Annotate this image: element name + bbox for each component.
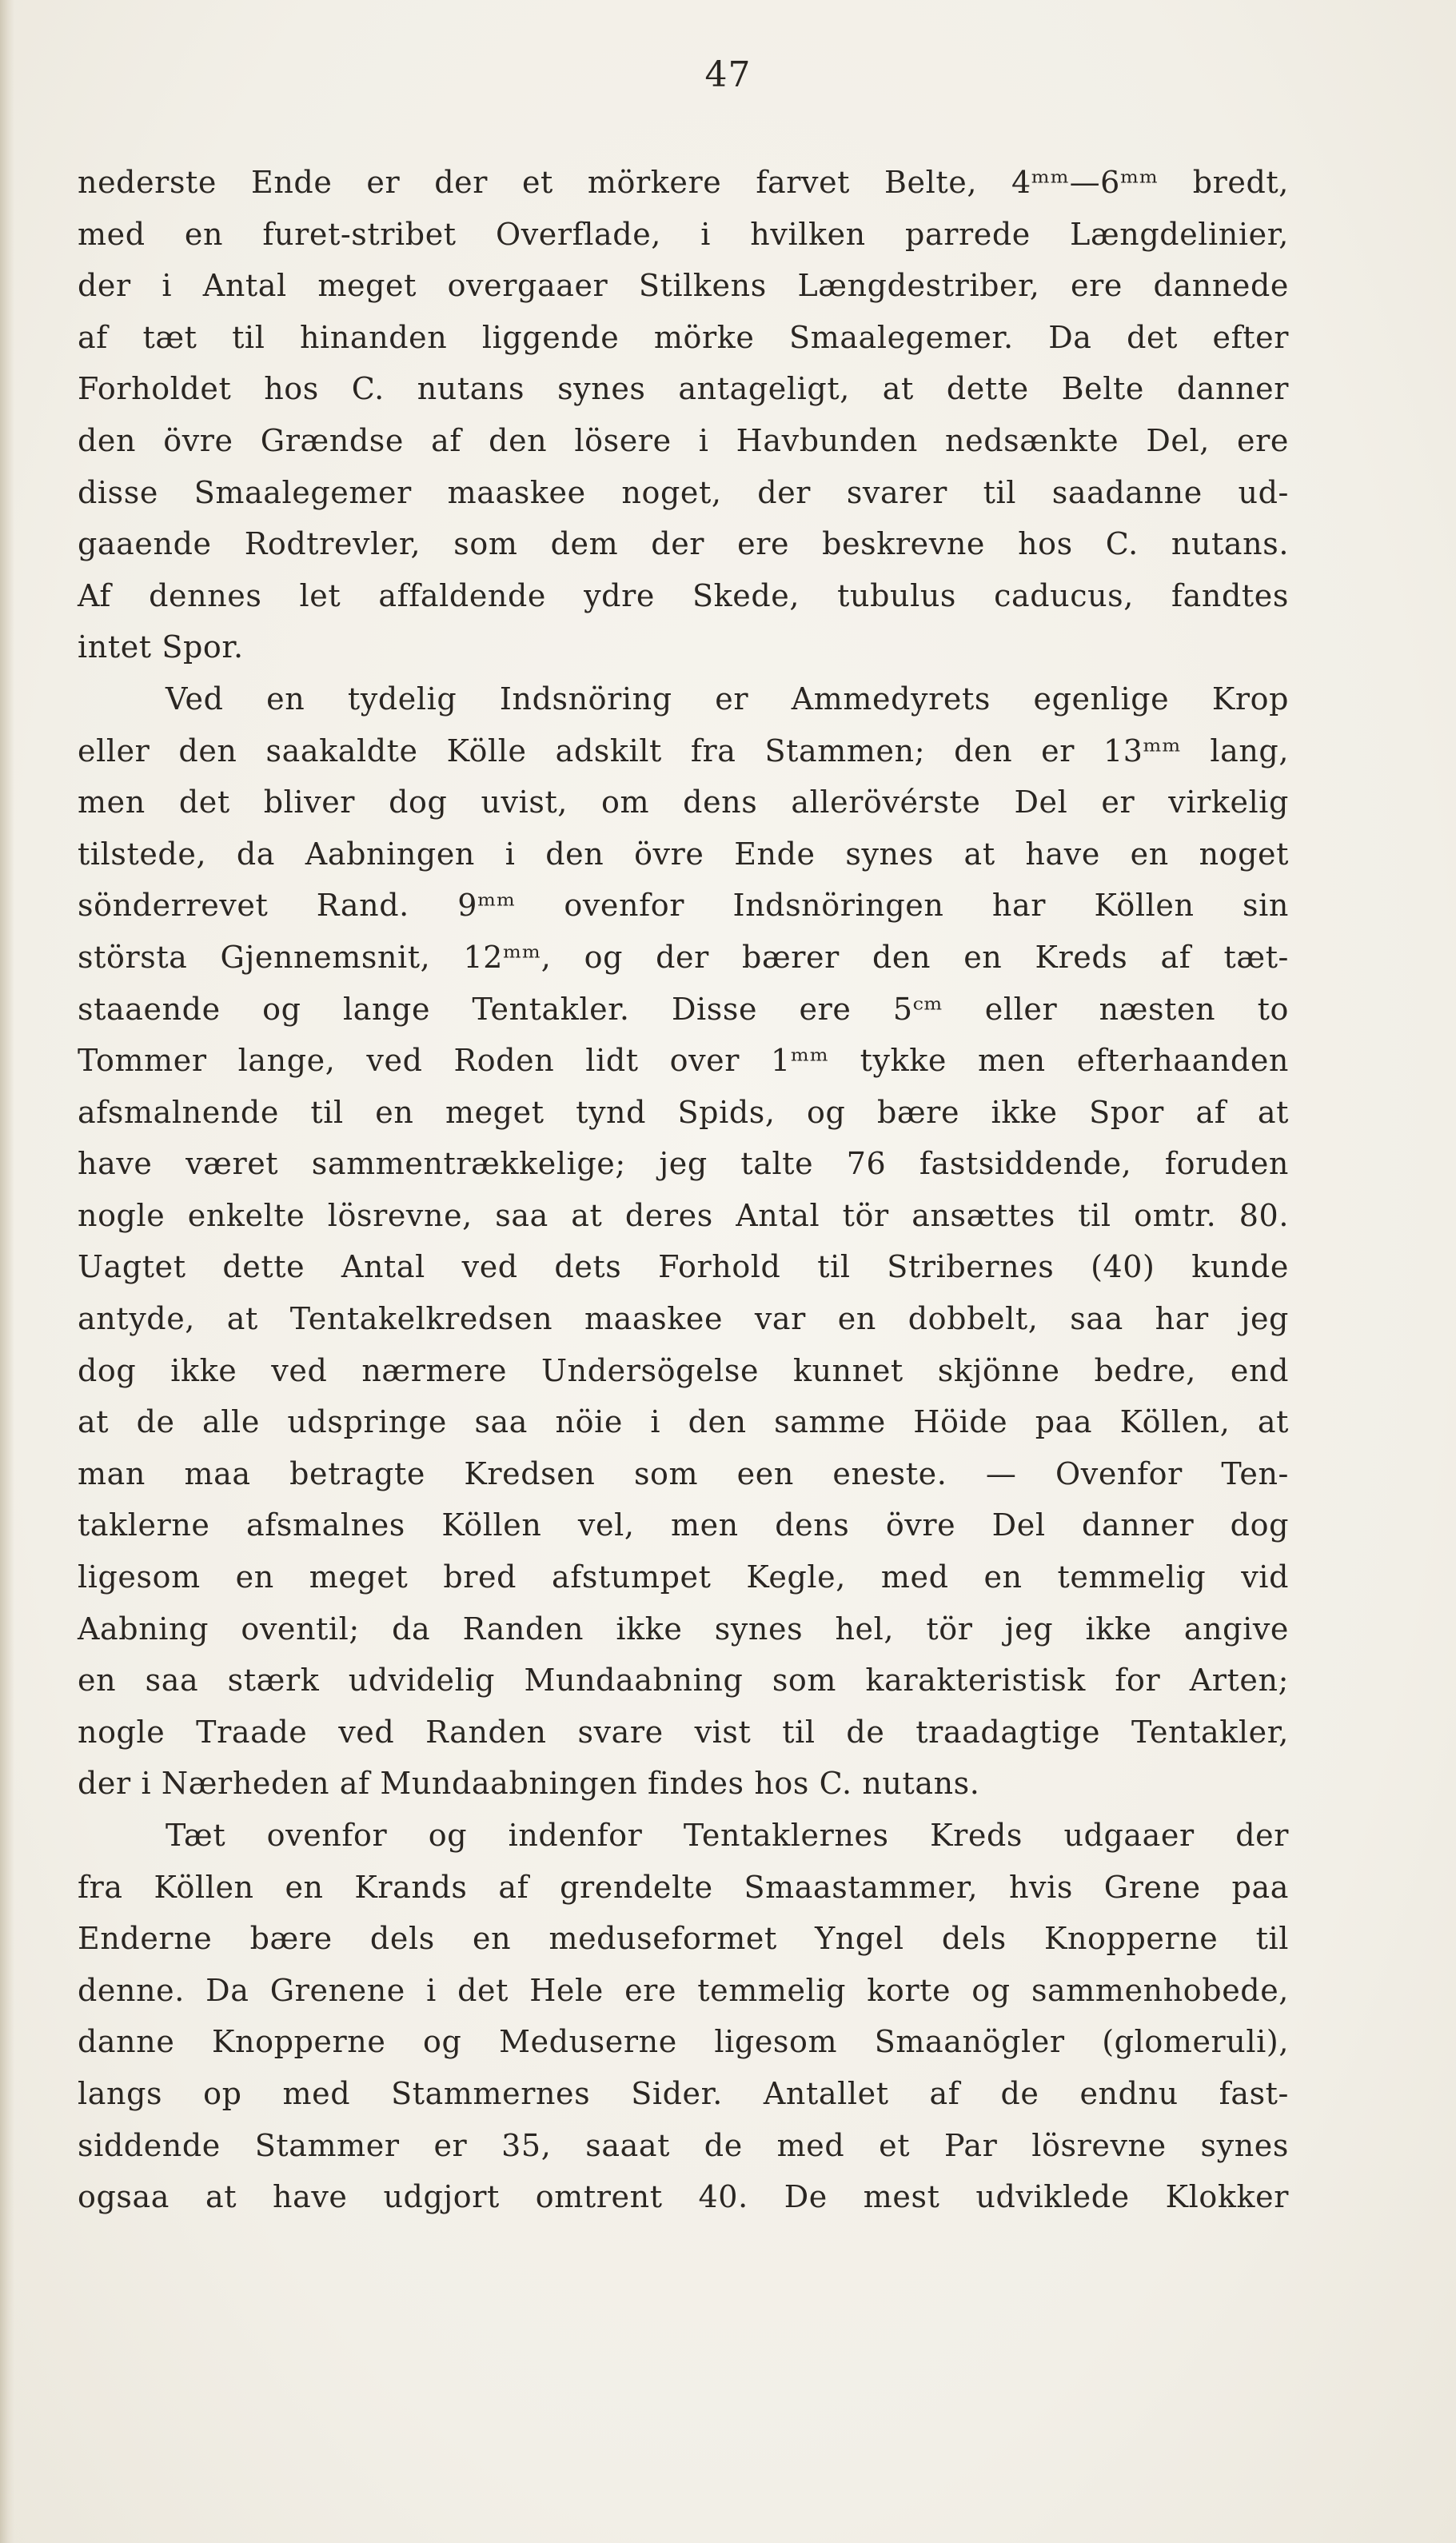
text-line: fra Köllen en Krands af grendelte Smaastammer, hvis Grene paa bbox=[78, 1869, 1289, 1905]
text-line: danne Knopperne og Meduserne ligesom Smaanögler (glomeruli), bbox=[78, 2024, 1289, 2060]
text-line: dog ikke ved nærmere Undersögelse kunnet skjönne bedre, end bbox=[78, 1352, 1289, 1388]
text-line: största Gjennemsnit, 12ᵐᵐ, og der bærer den en Kreds af tæt- bbox=[78, 939, 1289, 975]
text-line: nogle enkelte lösrevne, saa at deres Antal tör ansættes til omtr. 80. bbox=[78, 1197, 1289, 1233]
text-line: Tommer lange, ved Roden lidt over 1ᵐᵐ tykke men efterhaanden bbox=[78, 1043, 1289, 1079]
text-line: Uagtet dette Antal ved dets Forhold til Stribernes (40) kunde bbox=[78, 1249, 1289, 1285]
text-line: have været sammentrækkelige; jeg talte 76 fastsiddende, foruden bbox=[78, 1146, 1289, 1182]
text-line: ogsaa at have udgjort omtrent 40. De mest udviklede Klokker bbox=[78, 2179, 1289, 2215]
text-line: nederste Ende er der et mörkere farvet Belte, 4ᵐᵐ—6ᵐᵐ bredt, bbox=[78, 165, 1289, 200]
page-number: 47 bbox=[704, 54, 752, 95]
text-line: afsmalnende til en meget tynd Spids, og bære ikke Spor af at bbox=[78, 1094, 1289, 1130]
text-line: langs op med Stammernes Sider. Antallet af de endnu fast- bbox=[78, 2075, 1289, 2111]
text-line: der i Antal meget overgaaer Stilkens Længdestriber, ere dannede bbox=[78, 268, 1289, 304]
page-gutter-shadow bbox=[0, 0, 14, 2543]
text-line: ligesom en meget bred afstumpet Kegle, med en temmelig vid bbox=[78, 1559, 1289, 1595]
paragraph-end-line: intet Spor. bbox=[78, 629, 244, 665]
text-line: den övre Grændse af den lösere i Havbunden nedsænkte Del, ere bbox=[78, 422, 1289, 458]
text-line: man maa betragte Kredsen som een eneste. — Ovenfor Ten- bbox=[78, 1455, 1289, 1491]
text-line: staaende og lange Tentakler. Disse ere 5ᶜᵐ eller næsten to bbox=[78, 991, 1289, 1027]
paragraph-end-line: der i Nærheden af Mundaabningen findes hos C. nutans. bbox=[78, 1766, 980, 1802]
paragraph-start-line: Ved en tydelig Indsnöring er Ammedyrets egenlige Krop bbox=[166, 681, 1289, 717]
text-line: disse Smaalegemer maaskee noget, der svarer til saadanne ud- bbox=[78, 474, 1289, 510]
text-line: gaaende Rodtrevler, som dem der ere beskrevne hos C. nutans. bbox=[78, 526, 1289, 562]
text-line: en saa stærk udvidelig Mundaabning som karakteristisk for Arten; bbox=[78, 1663, 1289, 1699]
text-line: nogle Traade ved Randen svare vist til de traadagtige Tentakler, bbox=[78, 1714, 1289, 1750]
text-line: af tæt til hinanden liggende mörke Smaalegemer. Da det efter bbox=[78, 319, 1289, 355]
text-line: antyde, at Tentakelkredsen maaskee var en dobbelt, saa har jeg bbox=[78, 1301, 1289, 1337]
text-line: sönderrevet Rand. 9ᵐᵐ ovenfor Indsnöringen har Köllen sin bbox=[78, 888, 1289, 924]
text-line: eller den saakaldte Kölle adskilt fra Stammen; den er 13ᵐᵐ lang, bbox=[78, 733, 1289, 768]
body-text bbox=[78, 157, 1289, 2223]
text-line: med en furet-stribet Overflade, i hvilken parrede Længdelinier, bbox=[78, 216, 1289, 252]
text-line: Aabning oventil; da Randen ikke synes hel, tör jeg ikke angive bbox=[78, 1611, 1289, 1647]
text-line: tilstede, da Aabningen i den övre Ende synes at have en noget bbox=[78, 836, 1289, 872]
text-line: siddende Stammer er 35, saaat de med et Par lösrevne synes bbox=[78, 2127, 1289, 2163]
text-line: taklerne afsmalnes Köllen vel, men dens övre Del danner dog bbox=[78, 1507, 1289, 1543]
text-line: at de alle udspringe saa nöie i den samme Höide paa Köllen, at bbox=[78, 1404, 1289, 1440]
paragraph-start-line: Tæt ovenfor og indenfor Tentaklernes Kreds udgaaer der bbox=[166, 1818, 1289, 1853]
text-line: denne. Da Grenene i det Hele ere temmelig korte og sammenhobede, bbox=[78, 1972, 1289, 2008]
text-line: Af dennes let affaldende ydre Skede, tubulus caducus, fandtes bbox=[78, 577, 1289, 613]
text-line: Forholdet hos C. nutans synes antageligt, at dette Belte danner bbox=[78, 371, 1289, 407]
text-line: men det bliver dog uvist, om dens allerövérste Del er virkelig bbox=[78, 784, 1289, 820]
text-line: Enderne bære dels en meduseformet Yngel dels Knopperne til bbox=[78, 1921, 1289, 1957]
